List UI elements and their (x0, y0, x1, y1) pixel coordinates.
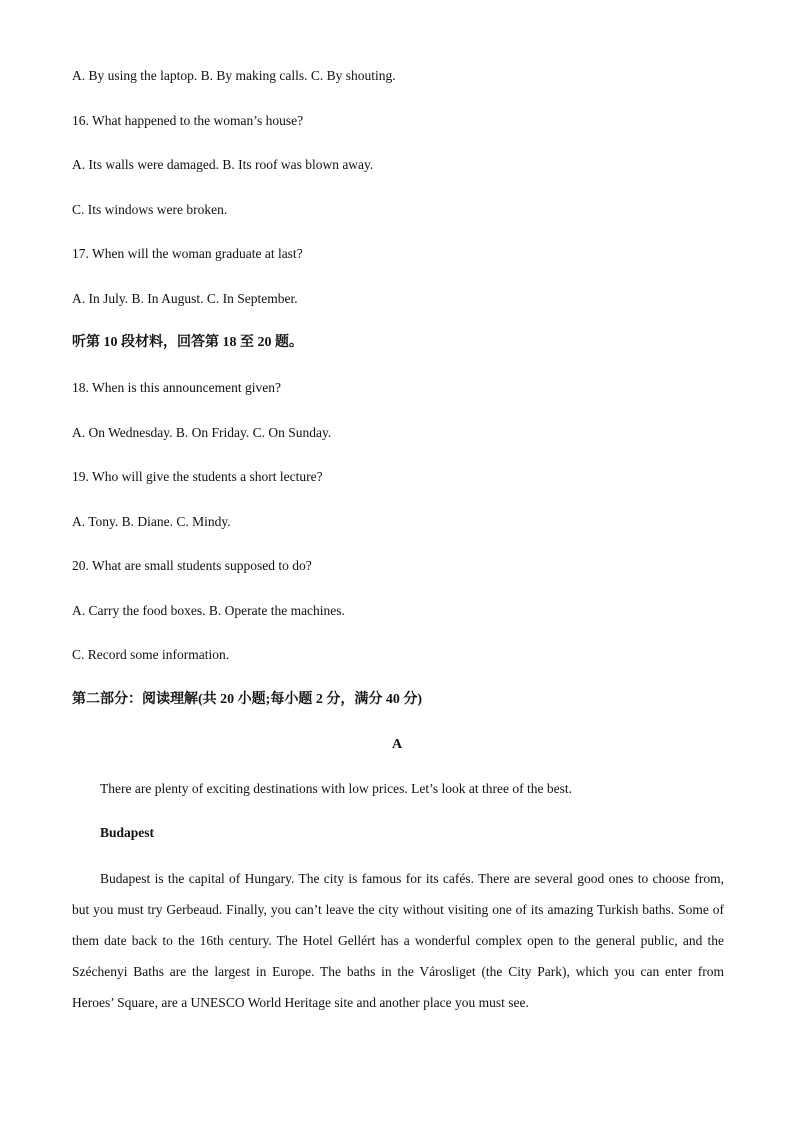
q20-options-line1: A. Carry the food boxes. B. Operate the machines. (72, 603, 345, 618)
q16-question: 16. What happened to the woman’s house? (72, 113, 304, 128)
passage-paragraph: Budapest is the capital of Hungary. The city is famous for its cafés. There are several good ones to choose from, but you must try Gerbeaud. Finally, you can’t leave the city without visiting one of its amazing Turkish baths. Some of them date back to the 16th century. The Hotel Gellért has a wonderful complex open to the general public, and the Széchenyi Baths are the largest in Europe. The baths in the Városliget (the City Park), which you can enter from Heroes’ Square, are a UNESCO World Heritage site and another place you must see. (72, 871, 724, 1010)
q16-options-line1: A. Its walls were damaged. B. Its roof was blown away. (72, 157, 374, 172)
q15-options: A. By using the laptop. B. By making calls. C. By shouting. (72, 68, 396, 83)
passage-label: A (391, 737, 403, 752)
q16-options-line2: C. Its windows were broken. (72, 202, 228, 217)
passage-subheading: Budapest (100, 825, 155, 840)
q18-question: 18. When is this announcement given? (72, 380, 281, 395)
part-two-heading: 第二部分：阅读理解(共 20 小题;每小题 2 分，满分 40 分) (72, 692, 422, 707)
q17-question: 17. When will the woman graduate at last? (72, 246, 303, 261)
q17-options: A. In July. B. In August. C. In September. (72, 291, 298, 306)
q20-options-line2: C. Record some information. (72, 647, 230, 662)
q20-question: 20. What are small students supposed to do? (72, 558, 312, 573)
passage-intro: There are plenty of exciting destinations with low prices. Let’s look at three of the best. (100, 781, 572, 796)
section-heading-10: 听第 10 段材料，回答第 18 至 20 题。 (72, 335, 303, 350)
q19-options: A. Tony. B. Diane. C. Mindy. (72, 514, 231, 529)
q19-question: 19. Who will give the students a short lecture? (72, 469, 323, 484)
q18-options: A. On Wednesday. B. On Friday. C. On Sunday. (72, 425, 332, 440)
